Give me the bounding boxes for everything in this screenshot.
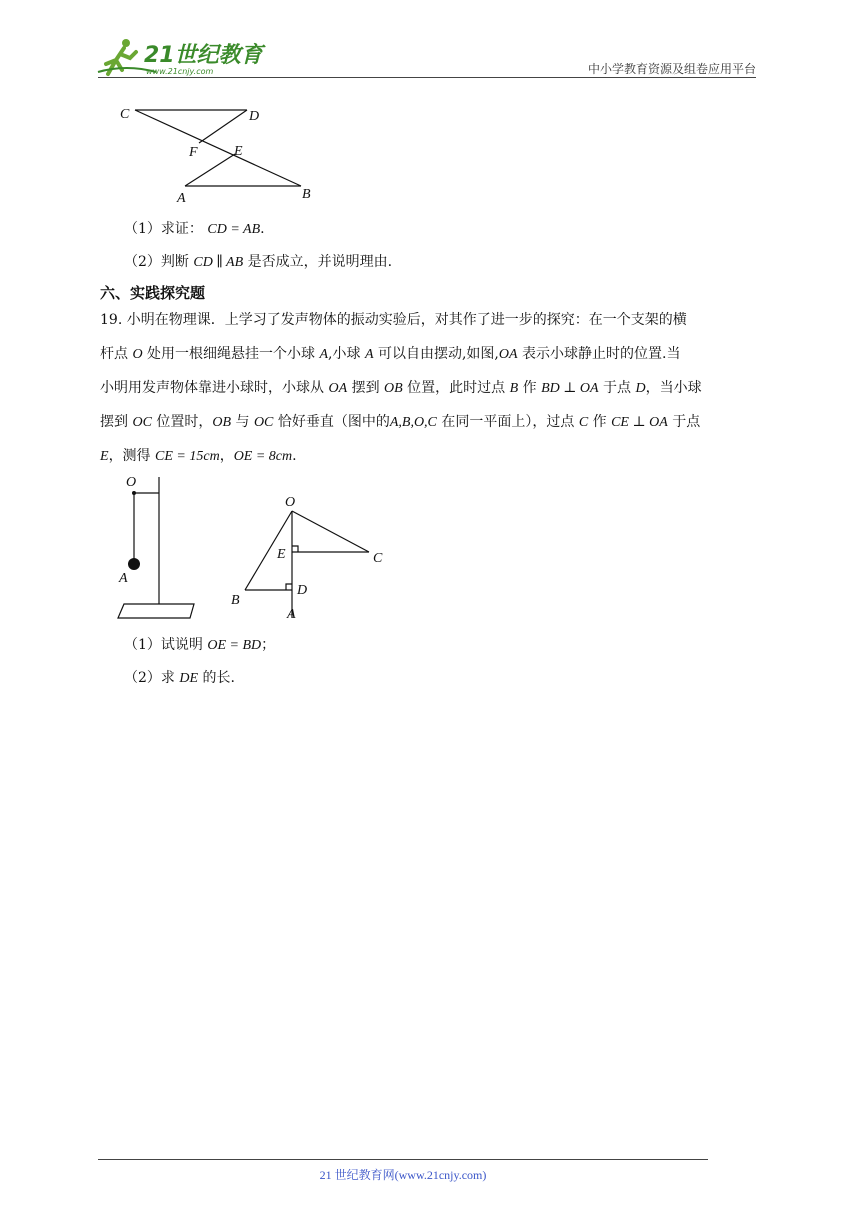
q19-line-3: 小明用发声物体靠进小球时，小球从 OA 摆到 OB 位置，此时过点 B 作 BD ⊥ OA 于点 D，当小球 bbox=[100, 380, 702, 396]
label-a: A bbox=[119, 571, 128, 586]
label-c: C bbox=[120, 107, 130, 122]
label-d: D bbox=[249, 109, 260, 124]
q19-line-4: 摆到 OC 位置时，OB 与 OC 恰好垂直（图中的A,B,O,C 在同一平面上），过点 C 作 CE ⊥ OA 于点 bbox=[100, 414, 701, 430]
label-o: O bbox=[285, 495, 296, 510]
logo-url: www.21cnjy.com bbox=[146, 67, 214, 76]
label-a: A bbox=[177, 191, 186, 206]
label-c: C bbox=[373, 551, 383, 566]
label-d: D bbox=[297, 583, 308, 598]
figure-pendulum bbox=[110, 472, 200, 620]
label-b: B bbox=[231, 593, 240, 608]
section-title: 六、实践探究题 bbox=[100, 284, 206, 302]
q18-part1: （1）求证： CD = AB. bbox=[124, 221, 265, 237]
label-o: O bbox=[126, 475, 137, 490]
q19-line-5: E，测得 CE = 15cm，OE = 8cm. bbox=[100, 448, 297, 464]
platform-name: 中小学教育资源及组卷应用平台 bbox=[587, 62, 756, 76]
footer-divider bbox=[98, 1159, 708, 1160]
ball-icon bbox=[128, 558, 140, 570]
label-f: F bbox=[189, 145, 198, 160]
q19-part2: （2）求 DE 的长. bbox=[124, 670, 235, 686]
q19-line-1: 19. 小明在物理课．上学习了发声物体的振动实验后，对其作了进一步的探究：在一个支架的横 bbox=[100, 312, 687, 328]
logo-text: 21世纪教育 bbox=[144, 43, 263, 68]
q19-part1: （1）试说明 OE = BD； bbox=[124, 637, 276, 653]
q18-part2: （2）判断 CD ∥ AB 是否成立，并说明理由. bbox=[124, 254, 393, 270]
label-e: E bbox=[234, 144, 243, 159]
figure-cd-ab bbox=[115, 100, 325, 206]
label-b: B bbox=[302, 187, 311, 202]
figure-triangle bbox=[225, 490, 395, 620]
site-logo bbox=[96, 34, 266, 78]
label-e: E bbox=[277, 547, 286, 562]
label-a: A bbox=[287, 607, 296, 620]
footer-link[interactable]: 21 世纪教育网(www.21cnjy.com) bbox=[319, 1168, 487, 1182]
header-divider bbox=[98, 77, 756, 78]
q19-line-2: 杆点 O 处用一根细绳悬挂一个小球 A,小球 A 可以自由摆动,如图,OA 表示小球静止时的位置.当 bbox=[100, 346, 681, 362]
